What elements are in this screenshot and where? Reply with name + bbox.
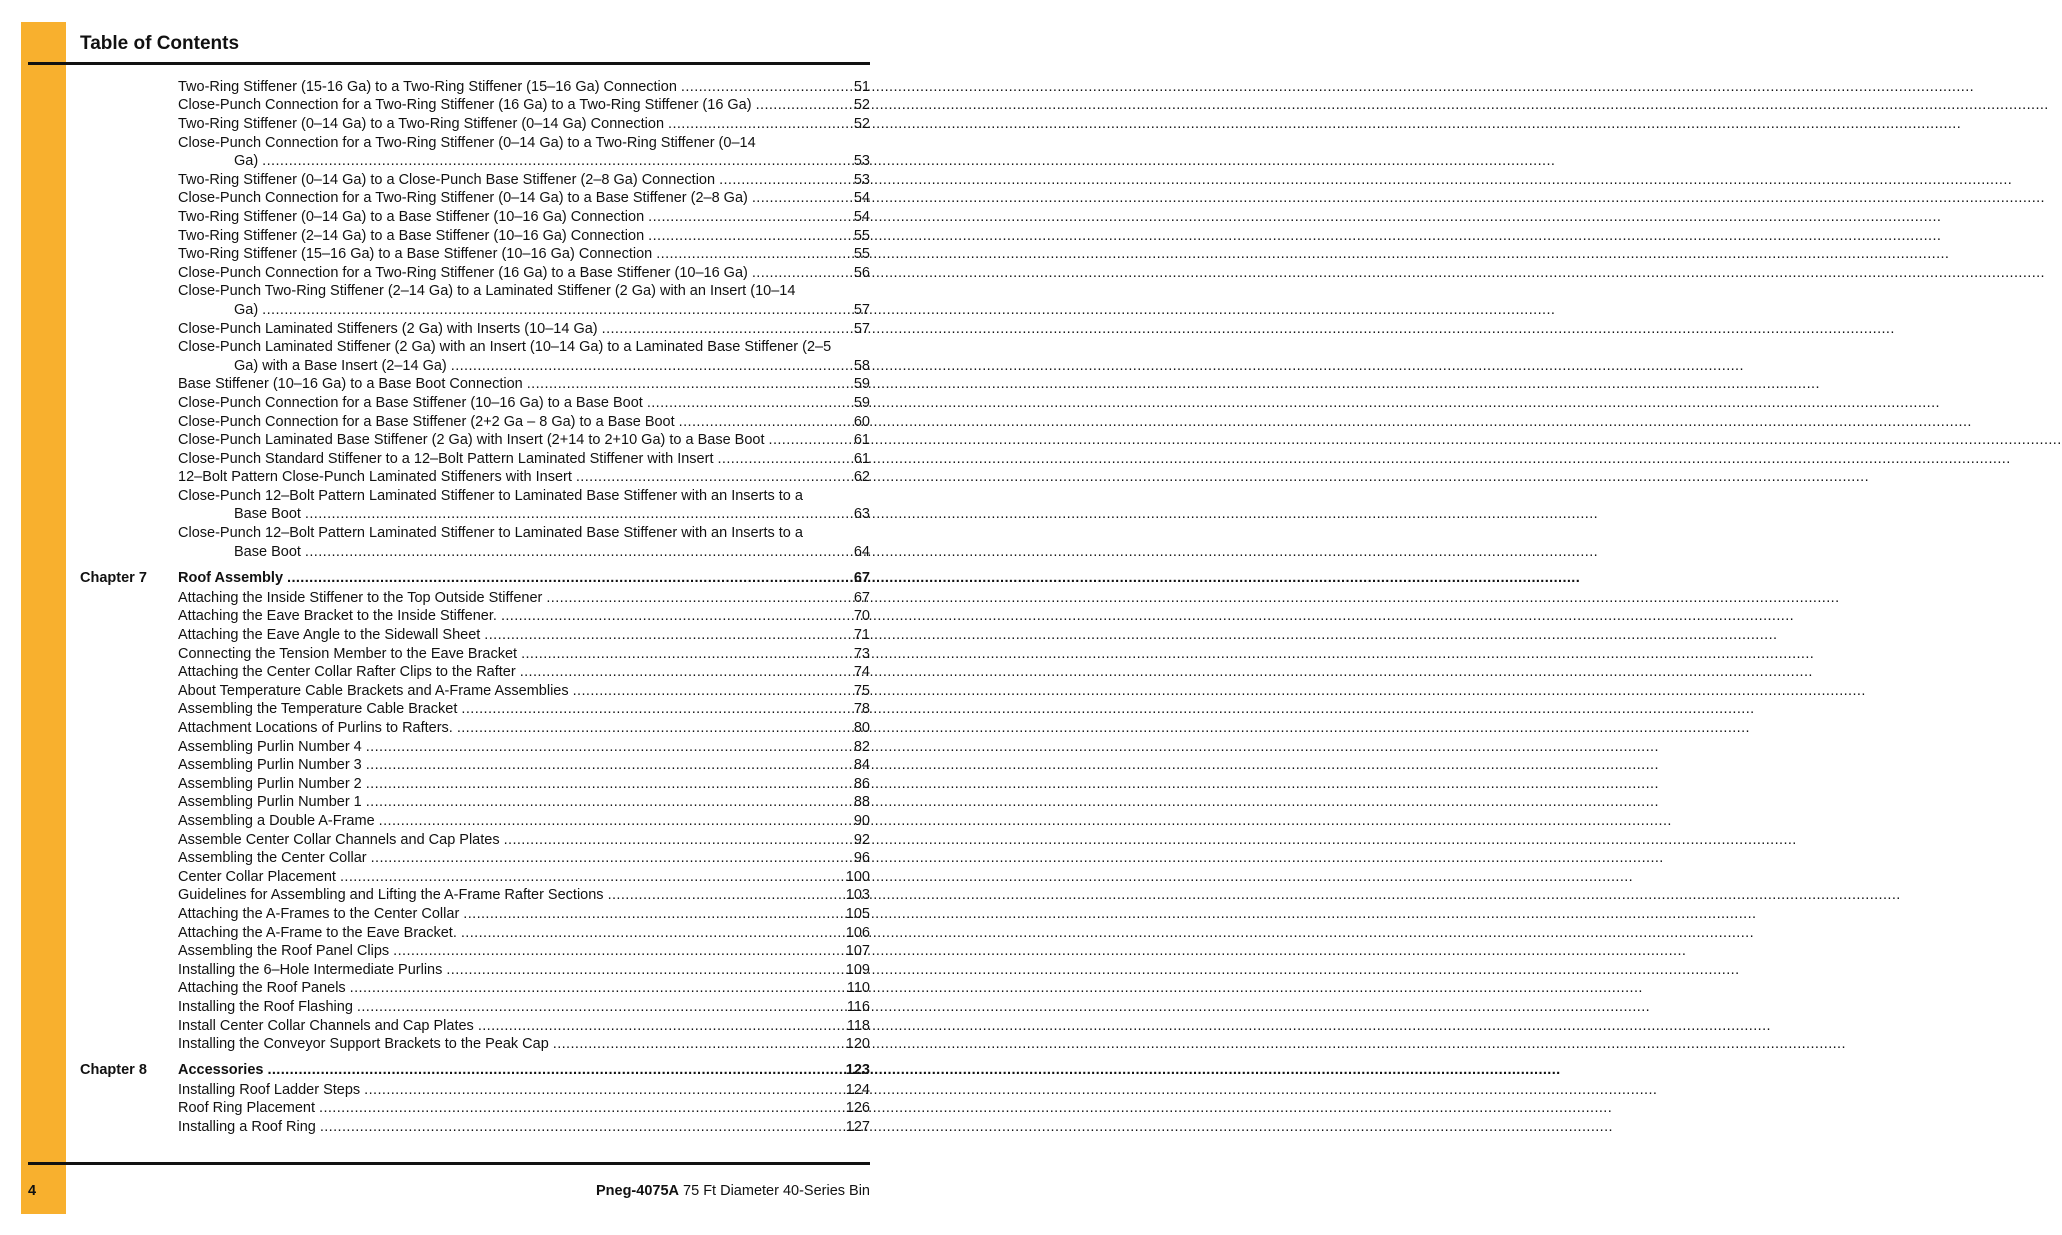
entry-line <box>178 1061 870 1080</box>
leader-dots <box>371 849 853 868</box>
entry-page: 53 <box>853 153 870 170</box>
entry-title: Attachment Locations of Purlins to Rafters. <box>178 720 453 736</box>
leader-dots <box>305 505 853 524</box>
toc-entry[interactable] <box>178 905 870 924</box>
entry-line <box>178 1118 870 1137</box>
toc-entry[interactable] <box>178 607 870 626</box>
entry-title: About Temperature Cable Brackets and A-Frame Assemblies <box>178 682 569 699</box>
entry-page: 52 <box>853 97 870 114</box>
toc-entry[interactable] <box>178 626 870 645</box>
toc-entry[interactable] <box>178 245 870 264</box>
entry-page: 71 <box>853 627 870 643</box>
entry-line <box>178 868 870 887</box>
entry-line <box>178 245 870 264</box>
toc-entry[interactable] <box>178 171 870 190</box>
leader-dots <box>366 738 853 757</box>
leader-dots <box>756 96 853 115</box>
entry-page: 123 <box>845 1061 870 1078</box>
entry-page: 54 <box>853 190 870 207</box>
entry-title-line1: Close-Punch Two-Ring Stiffener (2–14 Ga) to a Laminated Stiffener (2 Ga) with an Insert (10–14 <box>178 283 796 300</box>
entry-title: Close-Punch Connection for a Two-Ring Stiffener (16 Ga) to a Two-Ring Stiffener (16 Ga) <box>178 97 752 114</box>
entry-line <box>178 152 870 171</box>
toc-entry[interactable] <box>178 645 870 664</box>
entry-title: Close-Punch Connection for a Base Stiffener (2+2 Ga – 8 Ga) to a Base Boot <box>178 413 675 430</box>
entry-page: 57 <box>853 301 870 318</box>
entry-line <box>178 78 870 97</box>
entry-line <box>178 738 870 757</box>
entry-title: Attaching the Center Collar Rafter Clips to the Rafter <box>178 664 516 681</box>
toc-entry[interactable] <box>178 78 870 97</box>
toc-entry[interactable] <box>178 468 870 487</box>
entry-title: Assembling Purlin Number 2 <box>178 775 362 792</box>
entry-page: 57 <box>853 320 870 337</box>
toc-entry[interactable] <box>178 868 870 887</box>
entry-page: 62 <box>853 469 870 486</box>
entry-page: 61 <box>853 432 870 449</box>
entry-page: 59 <box>853 394 870 411</box>
toc-entry[interactable] <box>178 793 870 812</box>
entry-page: 107 <box>845 943 870 960</box>
entry-page: 61 <box>853 450 870 467</box>
toc-entry[interactable] <box>178 208 870 227</box>
entry-title: Roof Ring Placement <box>178 1100 316 1117</box>
entry-line <box>178 756 870 775</box>
entry-line <box>178 171 870 190</box>
page-title: Table of Contents <box>80 33 240 54</box>
entry-line <box>178 1099 870 1118</box>
entry-page: 51 <box>853 78 870 95</box>
footer-page-number: 4 <box>28 1183 37 1199</box>
footer-doc-code: Pneg-4075A <box>595 1183 679 1199</box>
entry-line <box>178 589 870 608</box>
toc-entry[interactable] <box>178 719 870 738</box>
toc-entry[interactable] <box>178 375 870 394</box>
leader-dots <box>501 607 853 626</box>
entry-title: Installing Roof Ladder Steps <box>178 1081 361 1098</box>
leader-dots <box>769 431 853 450</box>
entry-page: 56 <box>853 264 870 281</box>
entry-page: 54 <box>853 208 870 225</box>
toc-entry[interactable] <box>178 394 870 413</box>
leader-dots <box>364 1081 845 1100</box>
leader-dots <box>451 357 853 376</box>
entry-title: Installing the Roof Flashing <box>178 999 353 1015</box>
entry-line <box>178 264 870 283</box>
entry-title: Close-Punch Standard Stiffener to a 12–Bolt Pattern Laminated Stiffener with Insert <box>178 450 714 467</box>
toc-entry[interactable] <box>178 942 870 961</box>
entry-title: Two-Ring Stiffener (15–16 Ga) to a Base Stiffener (10–16 Ga) Connection <box>178 246 653 263</box>
entry-title: Assembling Purlin Number 3 <box>178 757 362 774</box>
entry-line <box>178 1017 870 1036</box>
entry-title: Close-Punch Laminated Stiffeners (2 Ga) with Inserts (10–14 Ga) <box>178 320 598 337</box>
leader-dots <box>457 719 853 738</box>
entry-page: 92 <box>853 831 870 848</box>
entry-line <box>178 979 870 998</box>
entry-line <box>178 905 870 924</box>
entry-title: Attaching the Roof Panels <box>178 980 346 997</box>
leader-dots <box>357 998 846 1017</box>
leader-dots <box>681 78 853 97</box>
entry-line <box>178 607 870 626</box>
entry-title: Assembling the Roof Panel Clips <box>178 943 390 960</box>
entry-title: Two-Ring Stiffener (0–14 Ga) to a Base Stiffener (10–16 Ga) Connection <box>178 208 645 225</box>
footer-rule <box>28 1162 870 1165</box>
entry-line <box>178 831 870 850</box>
leader-dots <box>602 320 853 339</box>
entry-page: 103 <box>845 887 870 904</box>
leader-dots <box>656 245 853 264</box>
entry-line <box>178 645 870 664</box>
toc-entry[interactable] <box>178 775 870 794</box>
leader-dots <box>446 961 844 980</box>
toc-entry[interactable] <box>178 450 870 469</box>
entry-title: Two-Ring Stiffener (0–14 Ga) to a Two-Ring Stiffener (0–14 Ga) Connection <box>178 115 665 132</box>
entry-page: 126 <box>845 1100 870 1117</box>
leader-dots <box>463 905 845 924</box>
leader-dots <box>717 450 852 469</box>
toc-entry[interactable] <box>178 487 870 524</box>
entry-title: Close-Punch Connection for a Two-Ring Stiffener (16 Ga) to a Base Stiffener (10–16 Ga) <box>178 264 748 281</box>
header-rule <box>28 62 870 65</box>
entry-title: Assemble Center Collar Channels and Cap Plates <box>178 831 500 848</box>
leader-dots <box>478 1017 846 1036</box>
entry-page: 74 <box>853 664 870 681</box>
entry-page: 110 <box>846 980 870 997</box>
entry-page: 86 <box>853 775 870 792</box>
leader-dots <box>366 793 853 812</box>
leader-dots <box>546 589 853 608</box>
toc-entry[interactable] <box>178 924 870 943</box>
entry-line <box>178 700 870 719</box>
toc-entry[interactable] <box>178 589 870 608</box>
leader-dots <box>287 569 853 588</box>
entry-title: Attaching the A-Frame to the Eave Bracket. <box>178 924 457 941</box>
leader-dots <box>521 645 853 664</box>
entry-line <box>178 375 870 394</box>
toc-entry[interactable] <box>178 1081 870 1100</box>
entry-line <box>178 569 870 588</box>
entry-page: 100 <box>845 868 870 885</box>
entry-title: Two-Ring Stiffener (2–14 Ga) to a Base Stiffener (10–16 Ga) Connection <box>178 227 645 244</box>
toc-entry[interactable] <box>178 282 870 319</box>
leader-dots <box>648 227 853 246</box>
entry-title: Assembling a Double A-Frame <box>178 813 375 829</box>
leader-dots <box>520 663 853 682</box>
entry-line <box>178 227 870 246</box>
entry-page: 82 <box>853 738 870 755</box>
entry-title: Base Boot <box>234 543 301 560</box>
entry-title: Assembling Purlin Number 1 <box>178 794 362 811</box>
entry-title: Ga) <box>234 153 259 170</box>
leader-dots <box>366 756 853 775</box>
toc-entry[interactable] <box>178 979 870 998</box>
toc-entry[interactable] <box>178 663 870 682</box>
toc-entry[interactable] <box>178 189 870 208</box>
toc-entry[interactable] <box>178 320 870 339</box>
entry-title: Assembling Purlin Number 4 <box>178 738 362 755</box>
leader-dots <box>553 1035 845 1054</box>
entry-page: 120 <box>845 1036 870 1053</box>
entry-title: Attaching the Eave Angle to the Sidewall Sheet <box>178 627 481 643</box>
entry-title: Assembling the Temperature Cable Bracket <box>178 701 458 718</box>
entry-page: 67 <box>853 569 870 586</box>
toc-entry[interactable] <box>178 886 870 905</box>
entry-line <box>178 1035 870 1054</box>
leader-dots <box>262 301 853 320</box>
leader-dots <box>576 468 853 487</box>
entry-line <box>178 663 870 682</box>
side-color-bar <box>21 22 66 1214</box>
toc-entry[interactable] <box>178 1017 870 1036</box>
entry-title-line1: Close-Punch Laminated Stiffener (2 Ga) with an Insert (10–14 Ga) to a Laminated Base Stiffener (2–5 <box>178 339 832 356</box>
entry-title: Attaching the A-Frames to the Center Collar <box>178 906 460 922</box>
leader-dots <box>366 775 853 794</box>
entry-title-line1: Close-Punch 12–Bolt Pattern Laminated Stiffener to Laminated Base Stiffener with an Inserts to a <box>178 487 803 504</box>
toc-entry[interactable] <box>178 812 870 831</box>
entry-page: 64 <box>853 543 870 560</box>
toc-entry[interactable] <box>178 1099 870 1118</box>
entry-title-line1: Close-Punch Connection for a Two-Ring Stiffener (0–14 Ga) to a Two-Ring Stiffener (0–14 <box>178 134 756 151</box>
entry-line <box>178 793 870 812</box>
entry-line <box>178 849 870 868</box>
entry-page: 118 <box>846 1017 870 1034</box>
leader-dots <box>320 1118 845 1137</box>
toc-entry[interactable] <box>178 264 870 283</box>
entry-page: 59 <box>853 376 870 393</box>
entry-title: Assembling the Center Collar <box>178 850 367 867</box>
entry-line <box>178 468 870 487</box>
footer-doc-title: 75 Ft Diameter 40-Series Bin <box>683 1183 870 1199</box>
entry-page: 63 <box>853 506 870 523</box>
leader-dots <box>573 682 853 701</box>
entry-line <box>178 1081 870 1100</box>
entry-title-line1: Close-Punch 12–Bolt Pattern Laminated Stiffener to Laminated Base Stiffener with an Inserts to a <box>178 525 803 542</box>
leader-dots <box>752 189 853 208</box>
entry-page: 90 <box>853 813 870 829</box>
toc-entry[interactable] <box>178 134 870 171</box>
entry-page: 124 <box>845 1081 870 1098</box>
toc-entry[interactable] <box>178 115 870 134</box>
entry-page: 52 <box>853 115 870 132</box>
chapter-heading[interactable] <box>178 1061 870 1080</box>
entry-title: Attaching the Eave Bracket to the Inside Stiffener. <box>178 608 497 625</box>
chapter-label: Chapter 7 <box>80 569 147 586</box>
toc-entry[interactable] <box>178 96 870 115</box>
toc-entry[interactable] <box>178 1035 870 1054</box>
entry-line <box>178 775 870 794</box>
toc-entry[interactable] <box>178 738 870 757</box>
leader-dots <box>719 171 853 190</box>
entry-page: 73 <box>853 645 870 662</box>
entry-line <box>178 505 870 524</box>
entry-title: Guidelines for Assembling and Lifting the A-Frame Rafter Sections <box>178 887 604 904</box>
leader-dots <box>262 152 853 171</box>
leader-dots <box>267 1061 844 1080</box>
entry-title: Connecting the Tension Member to the Eave Bracket <box>178 645 518 662</box>
leader-dots <box>648 208 853 227</box>
toc-entry[interactable] <box>178 700 870 719</box>
entry-line <box>178 886 870 905</box>
entry-page: 88 <box>853 794 870 811</box>
entry-title: Close-Punch Laminated Base Stiffener (2 Ga) with Insert (2+14 to 2+10 Ga) to a Base Boot <box>178 432 765 449</box>
entry-line <box>178 431 870 450</box>
entry-page: 70 <box>853 608 870 625</box>
entry-title: Close-Punch Connection for a Base Stiffener (10–16 Ga) to a Base Boot <box>178 394 643 411</box>
toc-entry[interactable] <box>178 998 870 1017</box>
entry-title: Install Center Collar Channels and Cap Plates <box>178 1017 474 1034</box>
leader-dots <box>379 812 853 831</box>
entry-title: Close-Punch Connection for a Two-Ring Stiffener (0–14 Ga) to a Base Stiffener (2–8 Ga) <box>178 190 748 207</box>
entry-title: Installing a Roof Ring <box>178 1119 316 1135</box>
entry-line <box>178 998 870 1017</box>
entry-line <box>178 208 870 227</box>
entry-page: 80 <box>853 720 870 736</box>
leader-dots <box>393 942 845 961</box>
entry-line <box>178 812 870 831</box>
entry-page: 55 <box>853 246 870 263</box>
entry-title: Accessories <box>178 1061 264 1078</box>
entry-title: Installing the Conveyor Support Brackets to the Peak Cap <box>178 1036 549 1053</box>
leader-dots <box>305 543 853 562</box>
entry-line <box>178 357 870 376</box>
toc-entry[interactable] <box>178 413 870 432</box>
entry-title: Roof Assembly <box>178 569 284 586</box>
entry-page: 78 <box>853 701 870 718</box>
entry-page: 116 <box>846 999 870 1015</box>
toc-entry[interactable] <box>178 682 870 701</box>
entry-page: 84 <box>853 757 870 774</box>
entry-line <box>178 394 870 413</box>
leader-dots <box>461 700 852 719</box>
entry-page: 53 <box>853 171 870 188</box>
toc-entry[interactable] <box>178 831 870 850</box>
toc-entry[interactable] <box>178 524 870 561</box>
entry-line <box>178 320 870 339</box>
entry-line <box>178 450 870 469</box>
toc-entry[interactable] <box>178 431 870 450</box>
entry-page: 58 <box>853 357 870 374</box>
entry-line <box>178 96 870 115</box>
entry-line <box>178 719 870 738</box>
toc-entry[interactable] <box>178 961 870 980</box>
entry-page: 60 <box>853 413 870 430</box>
leader-dots <box>608 886 845 905</box>
chapter-heading[interactable] <box>178 569 870 588</box>
entry-page: 96 <box>853 850 870 867</box>
leader-dots <box>350 979 846 998</box>
entry-page: 127 <box>845 1119 870 1135</box>
entry-line <box>178 961 870 980</box>
entry-title: Ga) with a Base Insert (2–14 Ga) <box>234 357 447 374</box>
entry-title: Installing the 6–Hole Intermediate Purlins <box>178 961 443 978</box>
entry-page: 55 <box>853 227 870 244</box>
entry-title: 12–Bolt Pattern Close-Punch Laminated Stiffeners with Insert <box>178 469 572 486</box>
leader-dots <box>340 868 845 887</box>
footer-document-name <box>596 1183 870 1199</box>
entry-title: Two-Ring Stiffener (0–14 Ga) to a Close-Punch Base Stiffener (2–8 Ga) Connection <box>178 171 716 188</box>
chapter-label: Chapter 8 <box>80 1061 147 1078</box>
entry-line <box>178 301 870 320</box>
entry-line <box>178 189 870 208</box>
entry-line <box>178 543 870 562</box>
toc-entry[interactable] <box>178 338 870 375</box>
entry-title: Base Stiffener (10–16 Ga) to a Base Boot Connection <box>178 376 523 393</box>
entry-page: 75 <box>853 682 870 699</box>
leader-dots <box>679 413 853 432</box>
toc-entry[interactable] <box>178 227 870 246</box>
entry-page: 67 <box>853 589 870 606</box>
leader-dots <box>319 1099 845 1118</box>
leader-dots <box>668 115 853 134</box>
leader-dots <box>461 924 845 943</box>
toc-entry[interactable] <box>178 1118 870 1137</box>
entry-page: 106 <box>845 924 870 941</box>
entry-line <box>178 413 870 432</box>
leader-dots <box>527 375 853 394</box>
toc-entry[interactable] <box>178 849 870 868</box>
entry-page: 109 <box>845 961 870 978</box>
entry-line <box>178 924 870 943</box>
entry-title: Center Collar Placement <box>178 868 336 885</box>
entry-line <box>178 115 870 134</box>
leader-dots <box>504 831 853 850</box>
entry-page: 105 <box>845 906 870 922</box>
entry-line <box>178 682 870 701</box>
entry-title: Ga) <box>234 301 259 318</box>
entry-line <box>178 942 870 961</box>
entry-title: Base Boot <box>234 506 301 523</box>
entry-title: Two-Ring Stiffener (15-16 Ga) to a Two-Ring Stiffener (15–16 Ga) Connection <box>178 78 677 95</box>
leader-dots <box>647 394 853 413</box>
entry-title: Attaching the Inside Stiffener to the Top Outside Stiffener <box>178 589 543 606</box>
toc-entry[interactable] <box>178 756 870 775</box>
entry-line <box>178 626 870 645</box>
leader-dots <box>484 626 853 645</box>
leader-dots <box>752 264 853 283</box>
